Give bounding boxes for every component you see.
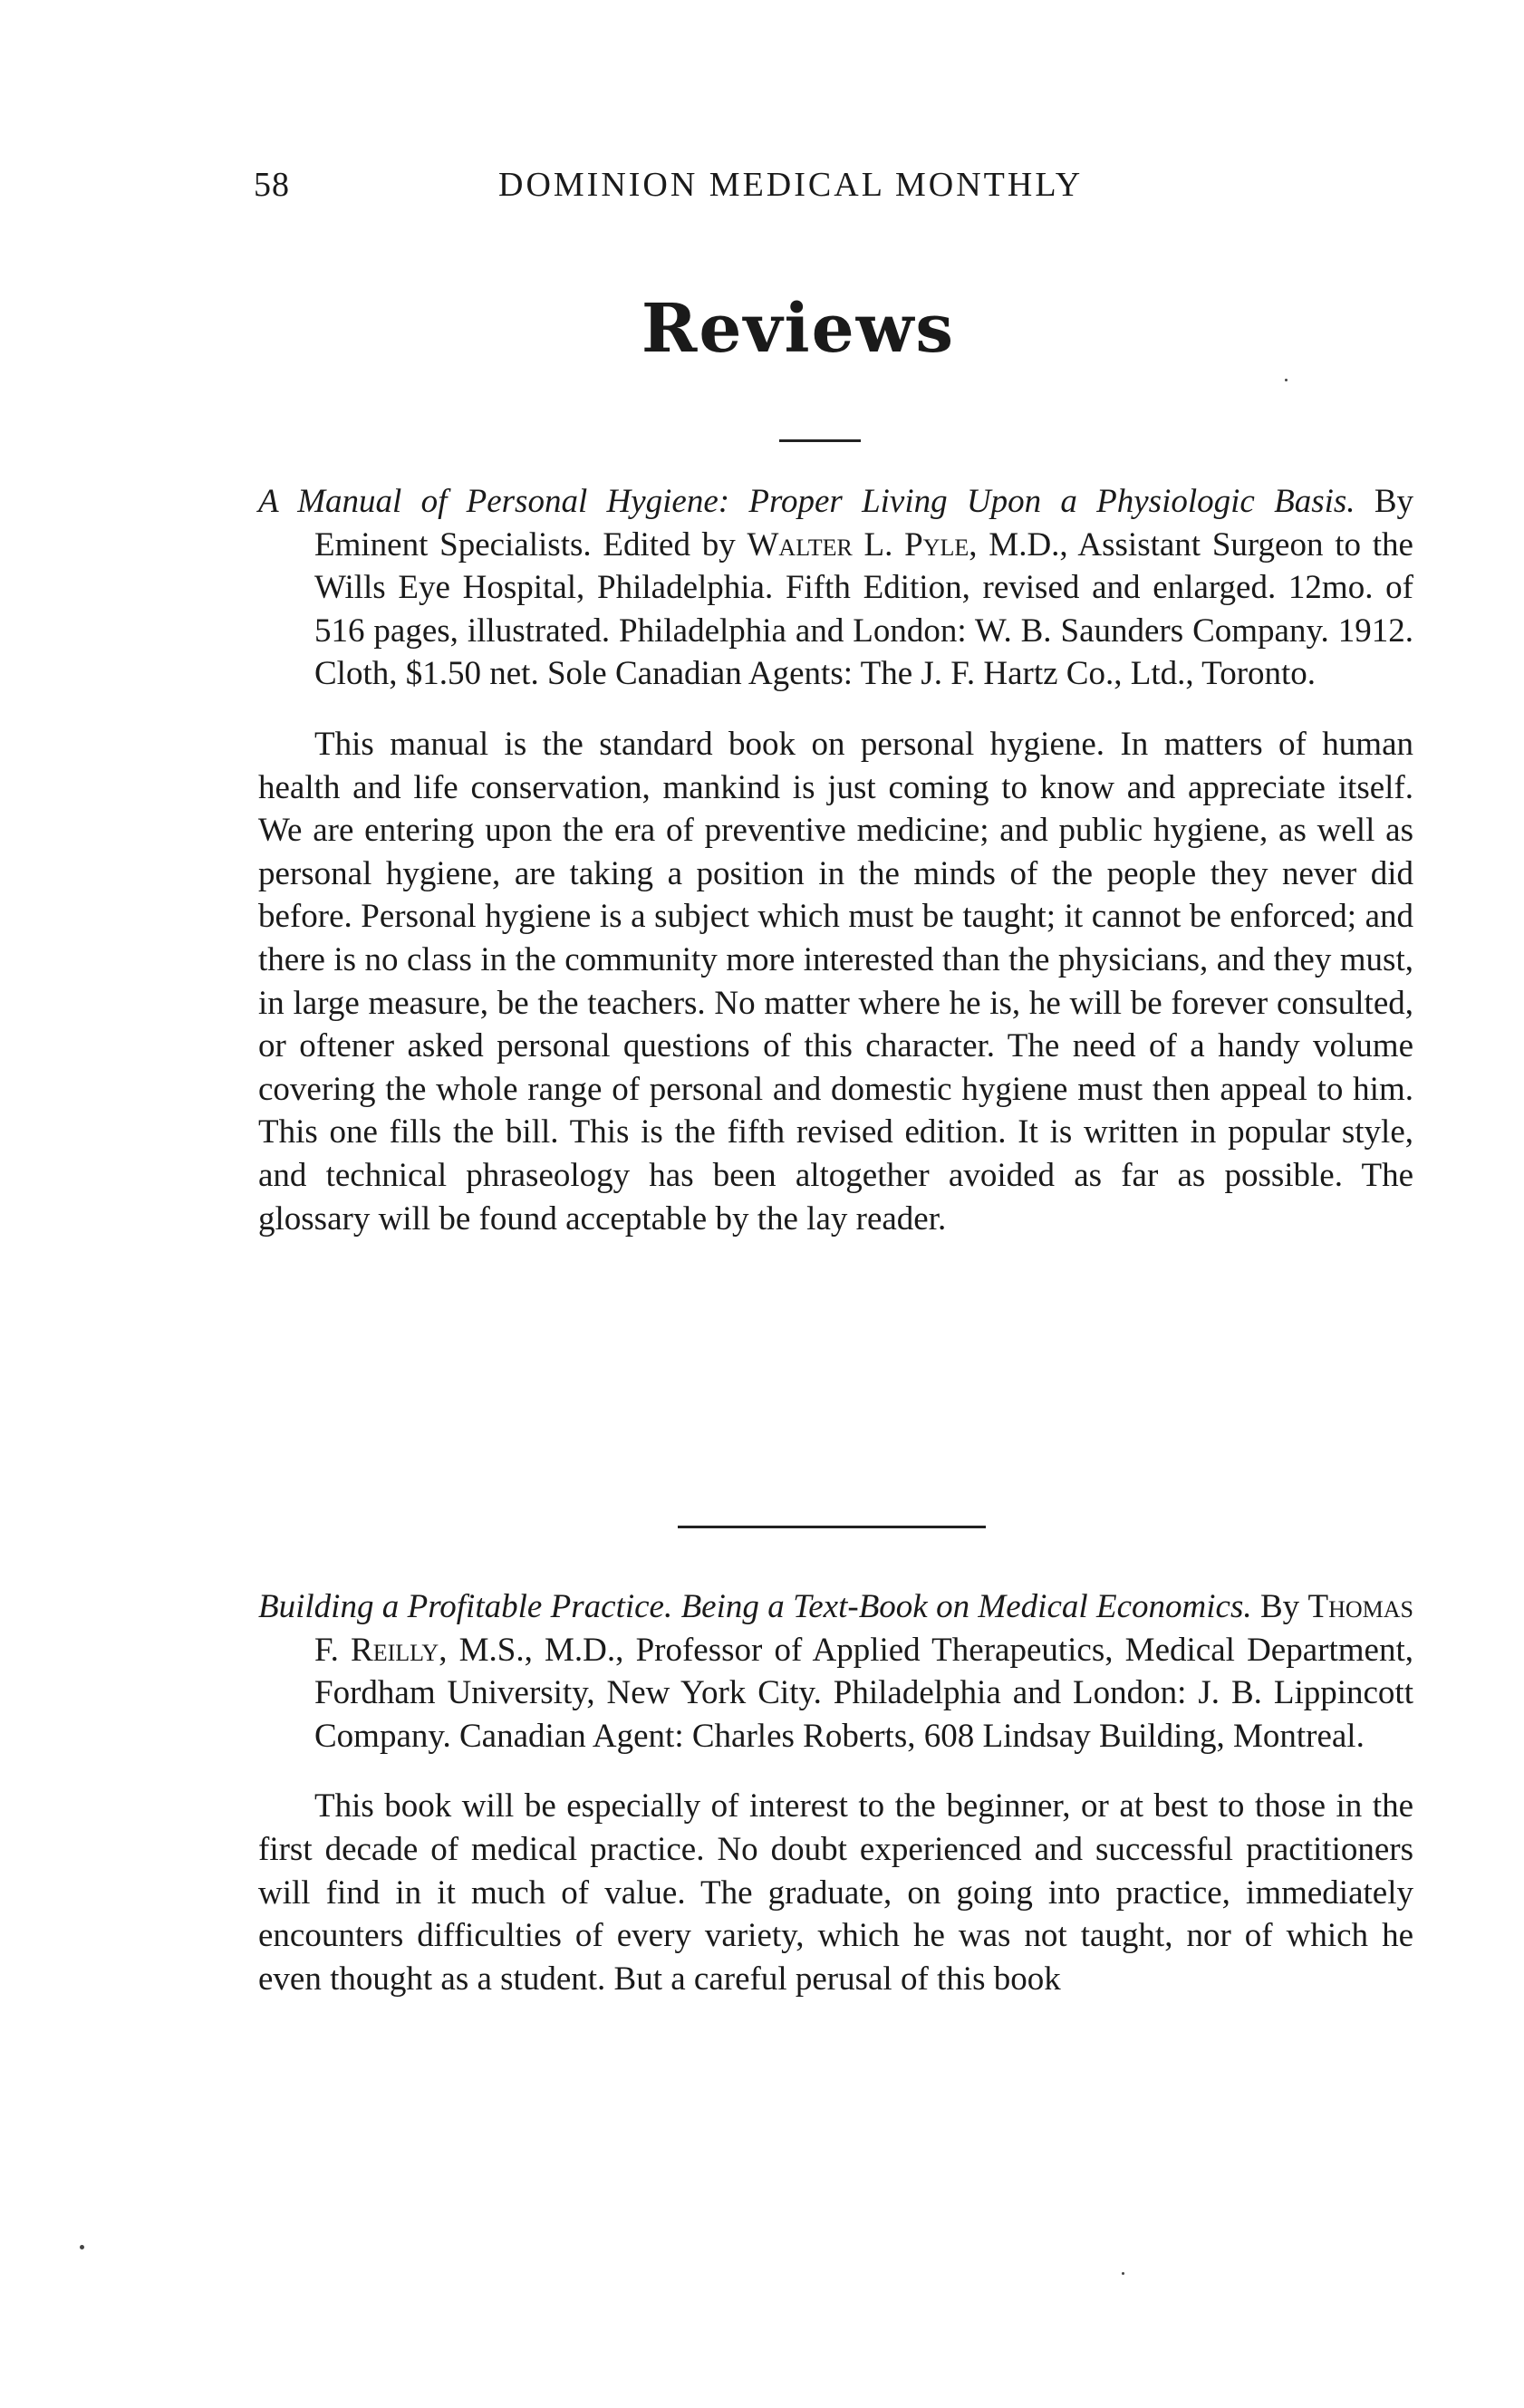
review-entry: [258, 480, 1413, 1240]
citation-details: , M.S., M.D., Professor of Applied Therapeutics, Medical Department, Fordham University, New York City. Philadelphia and London: J. B. Lippincott Company. Canadian Agent: Charles Roberts, 608 Lindsay Building, Montreal.: [314, 1631, 1413, 1755]
running-head: [254, 165, 1413, 219]
citation-lead: By Eminent Specialists. Edited by: [314, 483, 1413, 563]
book-title: Building a Profitable Practice. Being a Text-Book on Medical Economics.: [258, 1588, 1252, 1625]
section-title: Reviews: [641, 290, 956, 368]
print-speck: [1285, 379, 1288, 381]
editor-name: Walter L. Pyle: [747, 525, 969, 563]
journal-title: DOMINION MEDICAL MONTHLY: [498, 166, 1084, 204]
review-citation: [258, 1585, 1413, 1758]
author-name: Thomas F. Reilly: [314, 1588, 1413, 1669]
print-speck: [80, 2245, 84, 2249]
citation-details: , M.D., Assistant Surgeon to the Wills Eye Hospital, Philadelphia. Fifth Edition, revised and enlarged. 12mo. of 516 pages, illustrated. Philadelphia and London: W. B. Saunders Company. 1912. Cloth, $1.50 net. Sole Canadian Agents: The J. F. Hartz Co., Ltd., Toronto.: [314, 525, 1413, 693]
review-body: This manual is the standard book on personal hygiene. In matters of human health and life conservation, mankind is just coming to know and appreciate itself. We are entering upon the era of preventive medicine; and public hygiene, as well as personal hygiene, are taking a position in the minds of the people they never did before. Personal hygiene is a subject which must be taught; it cannot be enforced; and there is no class in the community more interested than the physicians, and they must, in large measure, be the teachers. No matter where he is, he will be forever consulted, or oftener asked personal questions of this character. The need of a handy volume covering the whole range of personal and domestic hygiene must then appeal to him. This one fills the bill. This is the fifth revised edition. It is written in popular style, and technical phraseology has been altogether avoided as far as possible. The glossary will be found acceptable by the lay reader.: [258, 725, 1413, 1238]
review-citation: [258, 480, 1413, 696]
review-body: This book will be especially of interest to the beginner, or at best to those in the first decade of medical practice. No doubt experienced and successful practitioners will find in it much of value. The graduate, on going into practice, immediately encounters difficulties of every variety, which he was not taught, nor of which he even thought as a student. But a careful perusal of this book: [258, 1787, 1413, 1998]
print-speck: [1122, 2272, 1124, 2275]
page-number: 58: [254, 166, 290, 204]
book-title: A Manual of Personal Hygiene: Proper Living Upon a Physiologic Basis.: [258, 483, 1355, 520]
review-entry: [258, 1585, 1413, 2000]
review-divider: [678, 1526, 986, 1528]
citation-lead: By: [1251, 1588, 1308, 1625]
title-divider: [779, 439, 861, 442]
